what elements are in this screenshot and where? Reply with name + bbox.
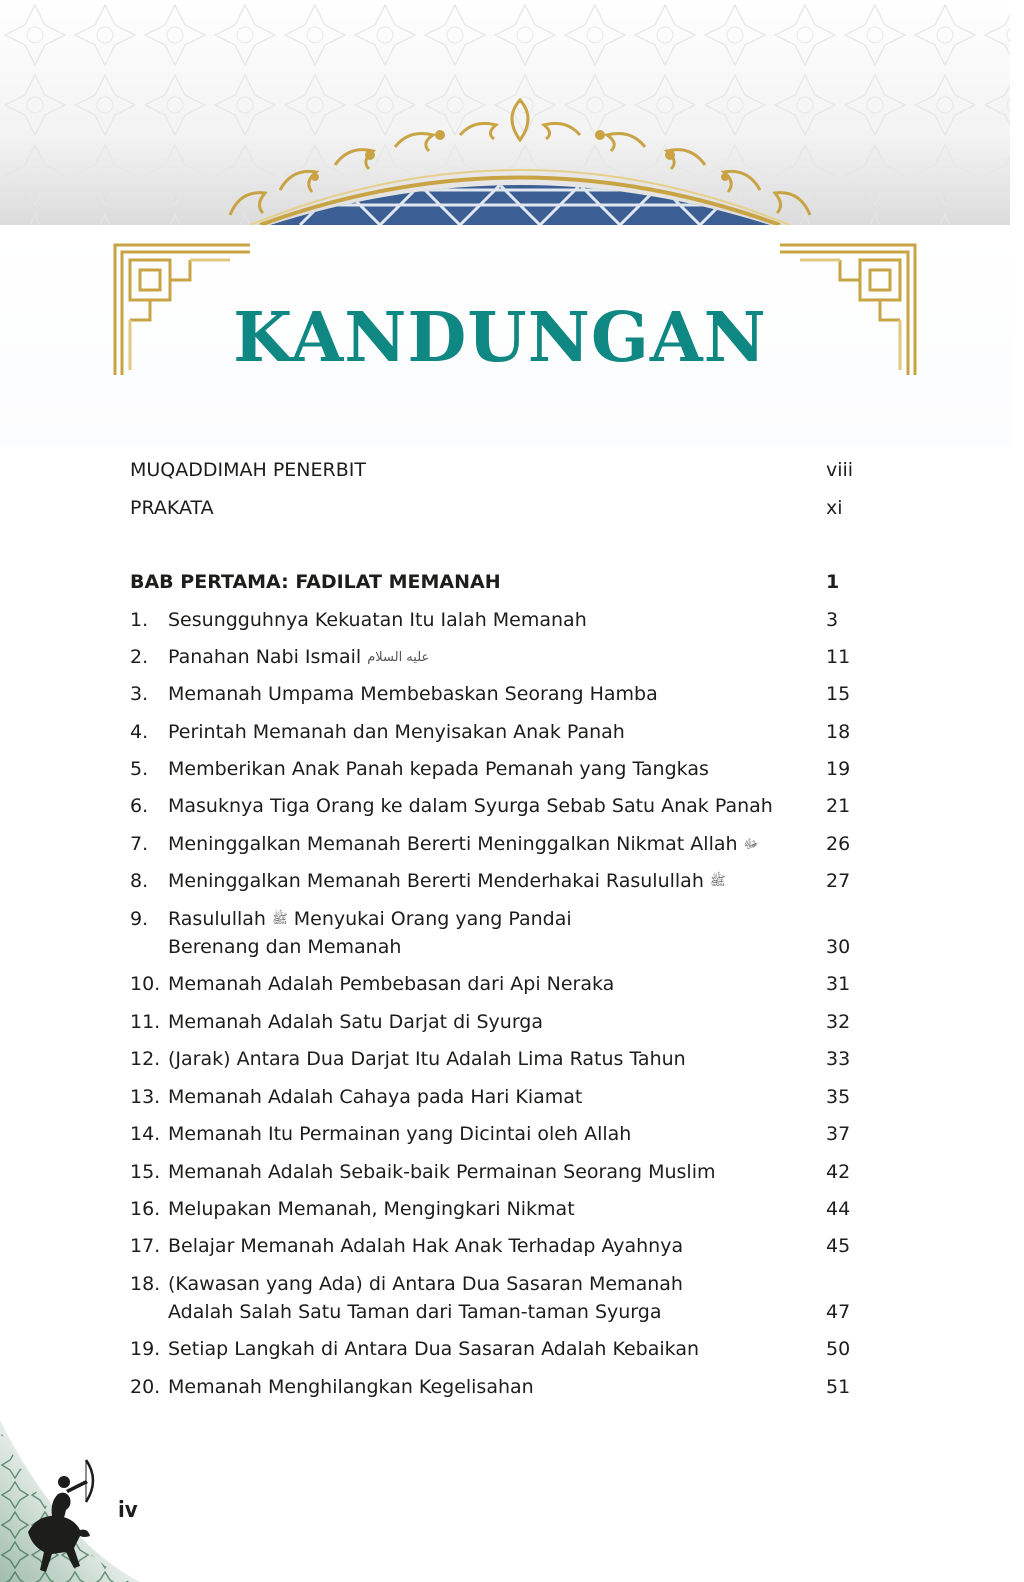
chapter-page: 1 bbox=[826, 571, 840, 593]
entry-page: 33 bbox=[826, 1048, 851, 1070]
entry-page: 42 bbox=[826, 1161, 851, 1183]
entry-title: Meninggalkan Memanah Bererti Meninggalkan Nikmat Allah bbox=[168, 833, 738, 855]
entry-number: 12. bbox=[130, 1048, 161, 1070]
entry-page: 19 bbox=[826, 758, 851, 780]
entry-number: 20. bbox=[130, 1376, 161, 1398]
entry-title-part: Rasulullah bbox=[168, 908, 266, 930]
entry-title: Memanah Menghilangkan Kegelisahan bbox=[168, 1376, 534, 1398]
entry-number: 17. bbox=[130, 1235, 161, 1257]
entry-title-line2: Berenang dan Memanah bbox=[168, 936, 402, 958]
entry-title: Memanah Adalah Pembebasan dari Api Neraka bbox=[168, 973, 615, 995]
entry-title: Memanah Adalah Cahaya pada Hari Kiamat bbox=[168, 1086, 583, 1108]
entry-page: 45 bbox=[826, 1235, 851, 1257]
entry-title: Panahan Nabi Ismail bbox=[168, 646, 362, 668]
entry-title-line2: Adalah Salah Satu Taman dari Taman-taman Syurga bbox=[168, 1301, 662, 1323]
entry-page: 27 bbox=[826, 870, 851, 892]
entry-number: 2. bbox=[130, 646, 149, 668]
entry-number: 7. bbox=[130, 833, 149, 855]
entry-title: Perintah Memanah dan Menyisakan Anak Panah bbox=[168, 721, 625, 743]
entry-title-wrap bbox=[168, 643, 429, 672]
entry-number: 8. bbox=[130, 870, 149, 892]
entry-title-wrap bbox=[168, 830, 758, 859]
entry-page: 11 bbox=[826, 646, 851, 668]
entry-number: 15. bbox=[130, 1161, 161, 1183]
entry-title: Memanah Adalah Sebaik-baik Permainan Seorang Muslim bbox=[168, 1161, 716, 1183]
entry-title: Sesungguhnya Kekuatan Itu Ialah Memanah bbox=[168, 609, 587, 631]
entry-page: 44 bbox=[826, 1198, 851, 1220]
entry-page: 50 bbox=[826, 1338, 851, 1360]
entry-title: (Jarak) Antara Dua Darjat Itu Adalah Lima Ratus Tahun bbox=[168, 1048, 686, 1070]
entry-title-wrap bbox=[168, 867, 726, 896]
entry-page: 31 bbox=[826, 973, 851, 995]
entry-title: Meninggalkan Memanah Bererti Menderhakai Rasulullah bbox=[168, 870, 704, 892]
entry-title: Melupakan Memanah, Mengingkari Nikmat bbox=[168, 1198, 575, 1220]
entry-number: 6. bbox=[130, 795, 149, 817]
page-title: KANDUNGAN bbox=[233, 298, 767, 378]
entry-page: 30 bbox=[826, 936, 851, 958]
entry-number: 1. bbox=[130, 609, 149, 631]
entry-number: 9. bbox=[130, 908, 149, 930]
page-number: iv bbox=[118, 1498, 138, 1523]
entry-page: 47 bbox=[826, 1301, 851, 1323]
toc-label: PRAKATA bbox=[130, 497, 214, 519]
entry-title-part: Menyukai Orang yang Pandai bbox=[293, 908, 572, 930]
entry-title: Masuknya Tiga Orang ke dalam Syurga Sebab Satu Anak Panah bbox=[168, 795, 773, 817]
entry-title: Setiap Langkah di Antara Dua Sasaran Adalah Kebaikan bbox=[168, 1338, 699, 1360]
honorific-glyph: ﷺ bbox=[709, 874, 726, 889]
entry-number: 16. bbox=[130, 1198, 161, 1220]
entry-title: Memanah Umpama Membebaskan Seorang Hamba bbox=[168, 683, 658, 705]
entry-page: 21 bbox=[826, 795, 851, 817]
entry-number: 5. bbox=[130, 758, 149, 780]
entry-number: 14. bbox=[130, 1123, 161, 1145]
entry-page: 18 bbox=[826, 721, 851, 743]
header-band bbox=[0, 0, 1010, 225]
toc-page: xi bbox=[826, 497, 843, 519]
entry-page: 3 bbox=[826, 609, 839, 631]
entry-number: 19. bbox=[130, 1338, 161, 1360]
entry-page: 32 bbox=[826, 1011, 851, 1033]
entry-number: 11. bbox=[130, 1011, 161, 1033]
entry-title: Belajar Memanah Adalah Hak Anak Terhadap Ayahnya bbox=[168, 1235, 684, 1257]
honorific-glyph: عليه السلام bbox=[367, 650, 430, 665]
toc-label: MUQADDIMAH PENERBIT bbox=[130, 459, 366, 481]
entry-number: 3. bbox=[130, 683, 149, 705]
entry-number: 18. bbox=[130, 1273, 161, 1295]
entry-number: 10. bbox=[130, 973, 161, 995]
ornamental-arch bbox=[210, 85, 830, 225]
entry-title-line1 bbox=[168, 905, 572, 934]
entry-page: 15 bbox=[826, 683, 851, 705]
entry-title: Memberikan Anak Panah kepada Pemanah yang Tangkas bbox=[168, 758, 709, 780]
entry-title: Memanah Itu Permainan yang Dicintai oleh Allah bbox=[168, 1123, 632, 1145]
toc-page: viii bbox=[826, 459, 854, 481]
entry-page: 35 bbox=[826, 1086, 851, 1108]
entry-page: 26 bbox=[826, 833, 851, 855]
entry-title: Memanah Adalah Satu Darjat di Syurga bbox=[168, 1011, 544, 1033]
honorific-glyph: ﷺ bbox=[271, 912, 288, 927]
entry-number: 13. bbox=[130, 1086, 161, 1108]
honorific-glyph: ﷻ bbox=[743, 837, 759, 852]
entry-title-line1: (Kawasan yang Ada) di Antara Dua Sasaran Memanah bbox=[168, 1273, 683, 1295]
entry-number: 4. bbox=[130, 721, 149, 743]
chapter-label: BAB PERTAMA: FADILAT MEMANAH bbox=[130, 571, 501, 593]
entry-page: 51 bbox=[826, 1376, 851, 1398]
entry-page: 37 bbox=[826, 1123, 851, 1145]
